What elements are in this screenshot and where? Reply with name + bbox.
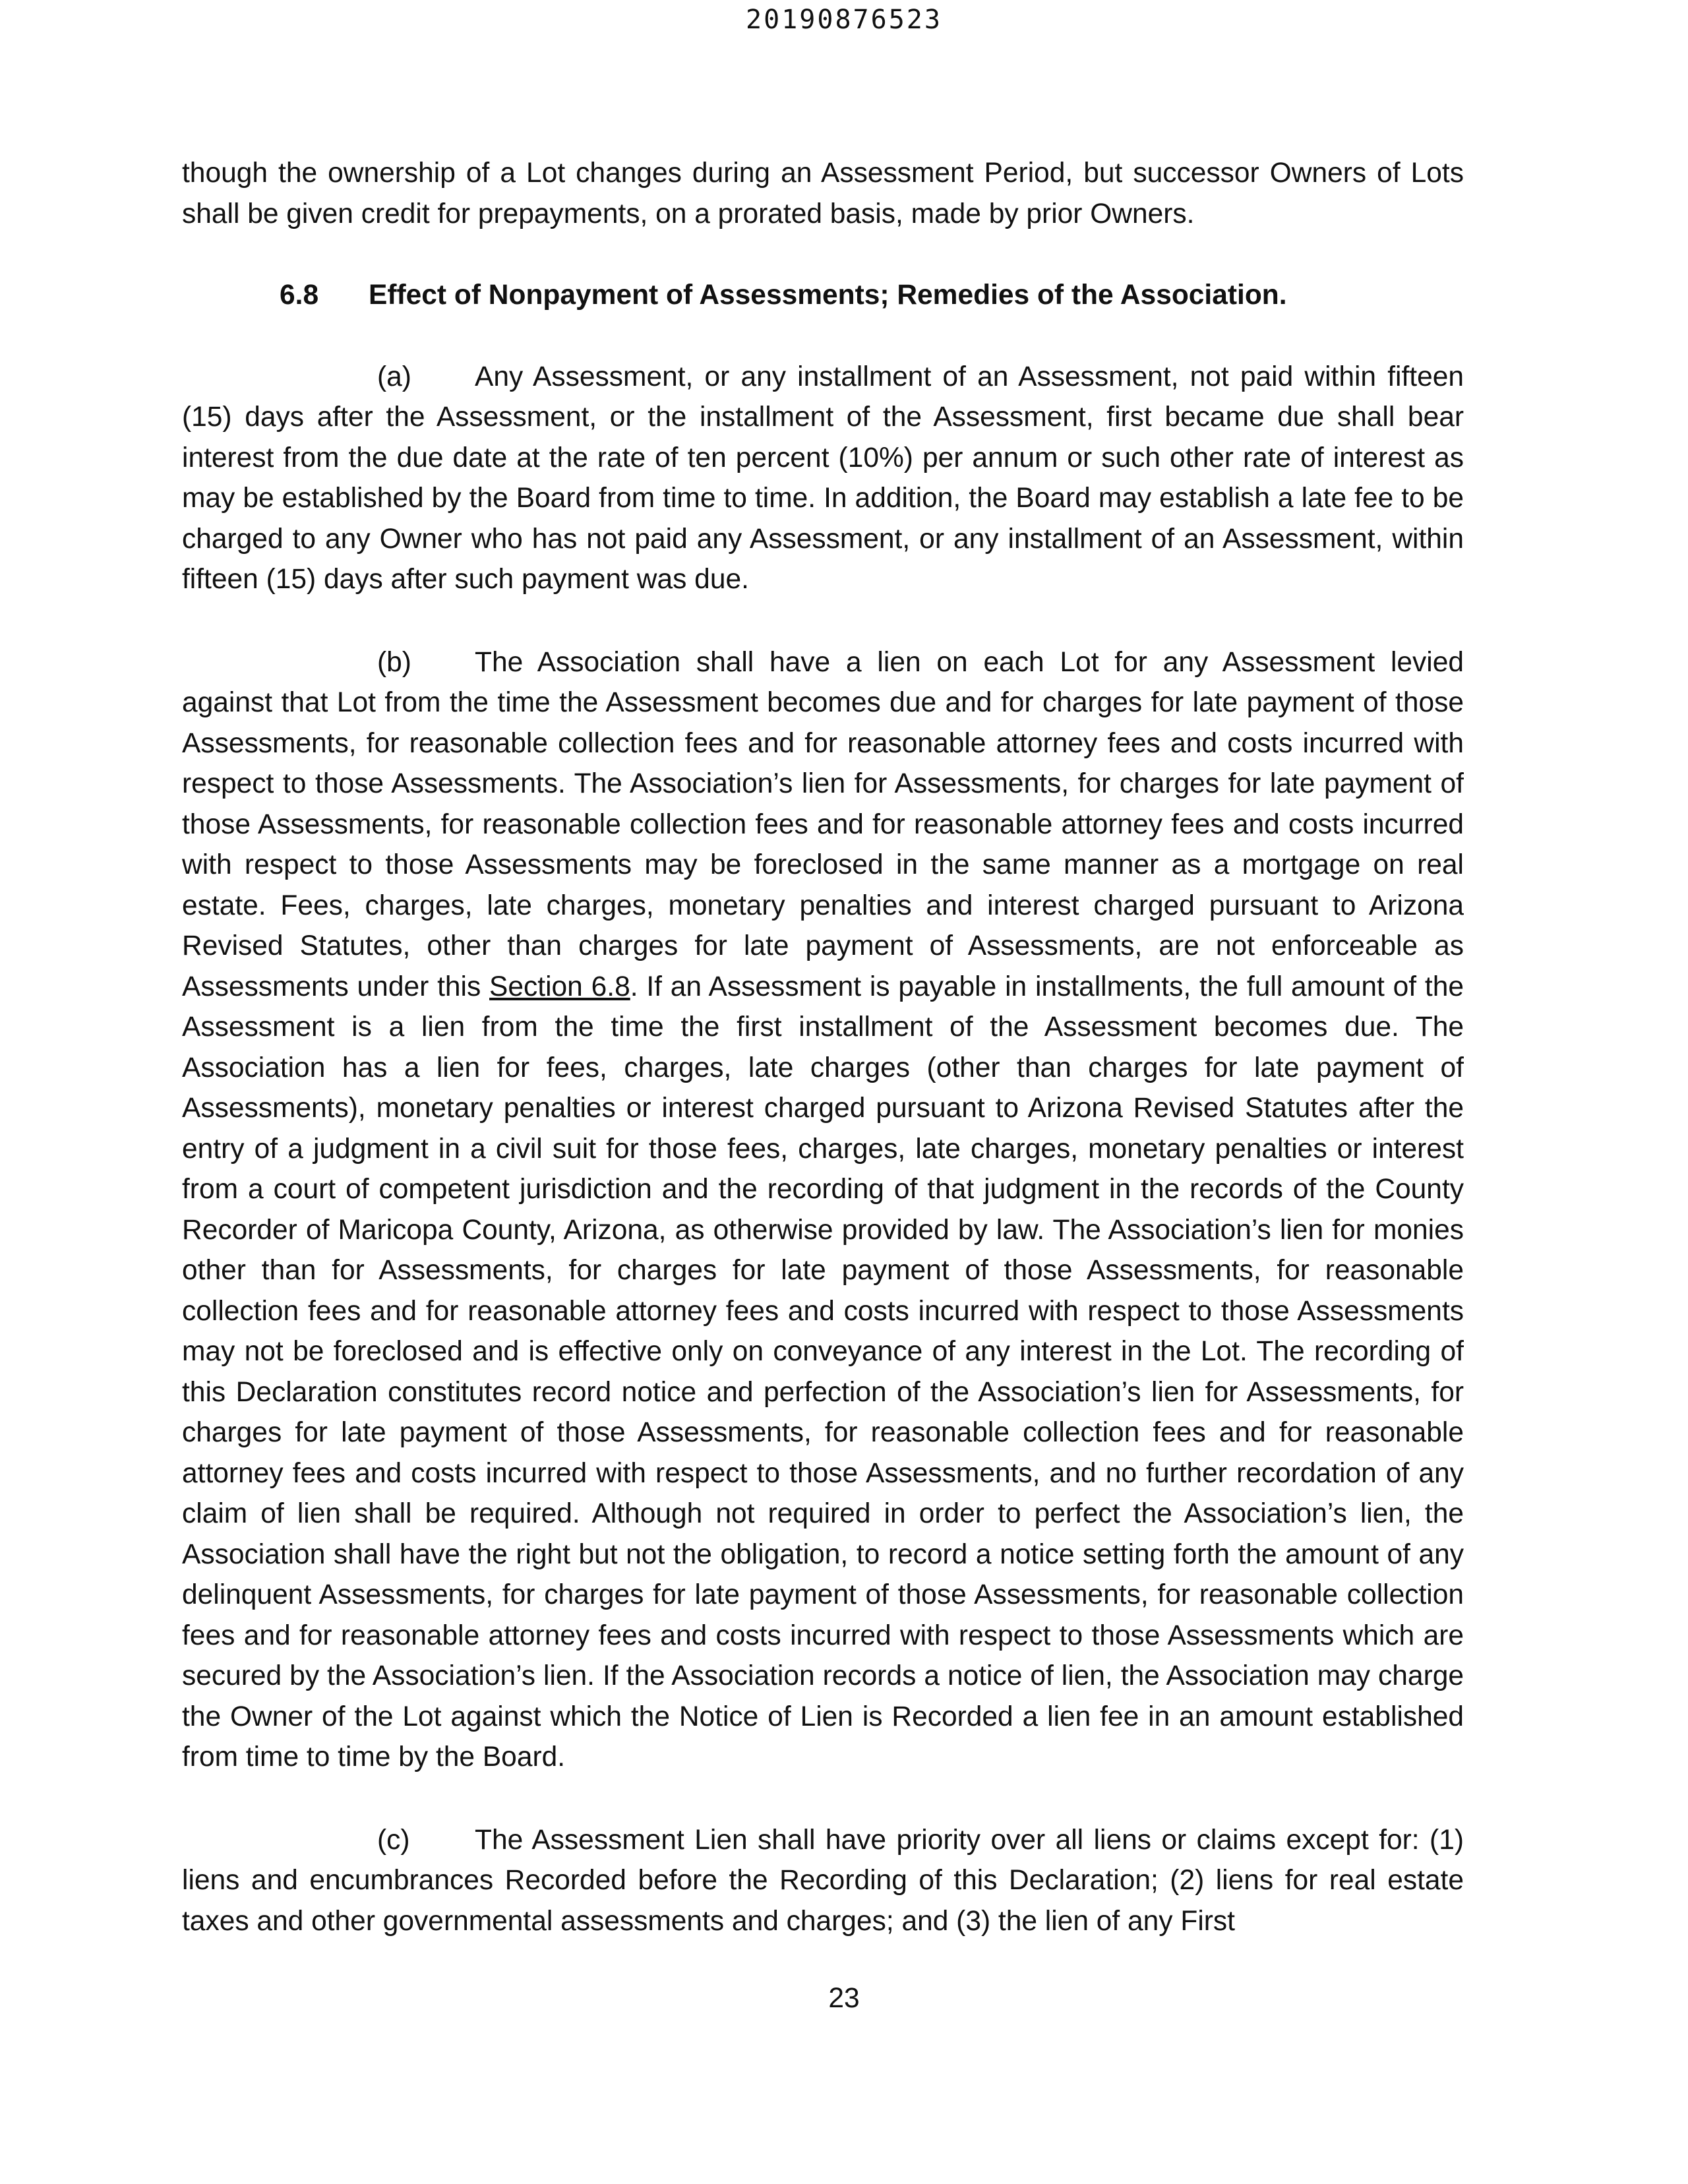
- paragraph-a-text: Any Assessment, or any installment of an Assessment, not paid within fifteen (15) days after the Assessment, or the installment of the Assessment, first became due shall bear interest from the due date at the rate of ten percent (10%) per annum or such other rate of interest as may be established by the Board from time to time. In addition, the Board may establish a late fee to be charged to any Owner who has not paid any Assessment, or any installment of an Assessment, within fifteen (15) days after such payment was due.: [182, 361, 1464, 595]
- paragraph-c-label: (c): [377, 1824, 410, 1856]
- paragraph-a: [182, 357, 1464, 600]
- paragraph-a-label: (a): [377, 361, 411, 392]
- paragraph-b-label: (b): [377, 646, 411, 678]
- section-number: 6.8: [280, 280, 319, 311]
- paragraph-b-text-1: The Association shall have a lien on each Lot for any Assessment levied against that Lot from the time the Assessment becomes due and for charges for late payment of those Assessments, for reasonable collection fees and for reasonable attorney fees and costs incurred with respect to those Assessments. The Association’s lien for Assessments, for charges for late payment of those Assessments, for reasonable collection fees and for reasonable attorney fees and costs incurred with respect to those Assessments may be foreclosed in the same manner as a mortgage on real estate. Fees, charges, late charges, monetary penalties and interest charged pursuant to Arizona Revised Statutes, other than charges for late payment of Assessments, are not enforceable as Assessments under this: [182, 646, 1464, 1002]
- document-number: 20190876523: [746, 5, 942, 35]
- paragraph-b-text-2: . If an Assessment is payable in installments, the full amount of the Assessment is a lien from the time the first installment of the Assessment becomes due. The Association has a lien for fees, charges, late charges (other than charges for late payment of Assessments), monetary penalties or interest charged pursuant to Arizona Revised Statutes after the entry of a judgment in a civil suit for those fees, charges, late charges, monetary penalties or interest from a court of competent jurisdiction and the recording of that judgment in the records of the County Recorder of Maricopa County, Arizona, as otherwise provided by law. The Association’s lien for monies other than for Assessments, for charges for late payment of those Assessments, for reasonable collection fees and for reasonable attorney fees and costs incurred with respect to those Assessments may not be foreclosed and is effective only on conveyance of any interest in the Lot. The recording of this Declaration constitutes record notice and perfection of the Association’s lien for Assessments, for charges for late payment of those Assessments, for reasonable collection fees and for reasonable attorney fees and costs incurred with respect to those Assessments, and no further recordation of any claim of lien shall be required. Although not required in order to perfect the Association’s lien, the Association shall have the right but not the obligation, to record a notice setting forth the amount of any delinquent Assessments, for charges for late payment of those Assessments, for reasonable collection fees and for reasonable attorney fees and costs incurred with respect to those Assessments which are secured by the Association’s lien. If the Association records a notice of lien, the Association may charge the Owner of the Lot against which the Notice of Lien is Recorded a lien fee in an amount established from time to time by the Board.: [182, 971, 1464, 1773]
- page-content: [182, 153, 1464, 1941]
- continuation-paragraph: though the ownership of a Lot changes during an Assessment Period, but successor Owners of Lots shall be given credit for prepayments, on a prorated basis, made by prior Owners.: [182, 158, 1464, 229]
- section-title: Effect of Nonpayment of Assessments; Remedies of the Association.: [369, 280, 1287, 311]
- paragraph-b: [182, 642, 1464, 1778]
- section-heading: [182, 275, 1464, 316]
- paragraph-c: [182, 1820, 1464, 1942]
- paragraph-c-text: The Assessment Lien shall have priority over all liens or claims except for: (1) liens and encumbrances Recorded before the Recording of this Declaration; (2) liens for real estate taxes and other governmental assessments and charges; and (3) the lien of any First: [182, 1824, 1464, 1937]
- page-number: 23: [828, 1983, 860, 2014]
- section-reference-link: Section 6.8: [489, 971, 630, 1002]
